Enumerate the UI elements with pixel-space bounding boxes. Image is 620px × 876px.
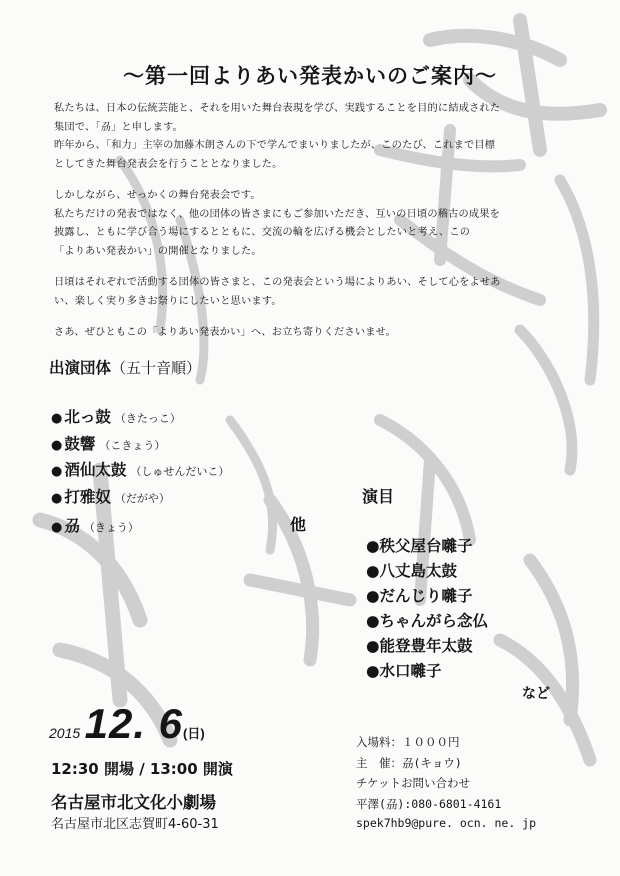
event-venue: 名古屋市北文化小劇場 — [51, 793, 216, 812]
group-item — [51, 458, 229, 485]
intro-line: 「よりあい発表かい」の開催となりました。 — [54, 245, 262, 257]
event-month-day: 12. 6 — [84, 700, 184, 747]
ticket-inquiry-label: チケットお問い合わせ — [356, 776, 470, 790]
bullet-icon: ● — [51, 520, 63, 535]
intro-line: 披露し、ともに学び合う場にするとともに、交流の輪を広げる機会としたいと考え、この — [54, 227, 471, 238]
intro-line: 集団で、「刕」と申します。 — [54, 121, 183, 133]
groups-heading-label: 出演団体 — [49, 359, 112, 377]
program-item: ●ちゃんがら念仏 — [366, 612, 489, 630]
group-name: 鼓響 — [64, 434, 96, 453]
program-item: ●だんじり囃子 — [366, 587, 473, 605]
event-year: 2015 — [49, 725, 81, 741]
group-name: 刕 — [64, 517, 80, 535]
performing-groups-list — [51, 405, 229, 541]
group-reading: （きょう） — [83, 521, 139, 534]
group-reading: （きたっこ） — [114, 412, 181, 425]
bullet-icon: ● — [51, 411, 63, 426]
contact-email: spek7hb9@pure. ocn. ne. jp — [356, 816, 537, 830]
group-reading: （こきょう） — [99, 438, 166, 452]
group-name: 酒仙太鼓 — [64, 461, 127, 479]
admission-fee: 入場料：１０００円 — [356, 735, 460, 749]
group-reading: （だがや） — [114, 491, 170, 505]
organizer: 主 催：刕(キョウ) — [356, 755, 462, 770]
intro-line: としてきた舞台発表会を行うこととなりました。 — [54, 158, 283, 170]
intro-paragraph — [54, 274, 594, 311]
event-date — [49, 700, 205, 748]
group-item — [51, 514, 229, 541]
page-title: 〜第一回よりあい発表かいのご案内〜 — [123, 64, 497, 88]
program-heading: 演目 — [362, 487, 395, 506]
intro-line: 日頃はそれぞれで活動する団体の皆さまと、この発表会という場によりあい、そして心をよせあ — [54, 277, 501, 288]
event-weekday: (日) — [183, 726, 205, 741]
group-item — [51, 405, 229, 432]
program-item: ●水口囃子 — [366, 662, 442, 680]
intro-text — [54, 100, 594, 356]
group-item — [51, 485, 229, 512]
program-item: ●能登豊年太鼓 — [366, 637, 473, 655]
group-item — [51, 432, 229, 459]
bullet-icon: ● — [51, 464, 63, 479]
group-name: 打雅奴 — [64, 487, 111, 506]
intro-line: 私たちは、日本の伝統芸能と、それを用いた舞台表現を学び、実践することを目的に結成された — [54, 103, 501, 114]
event-times: 12:30 開場 / 13:00 開演 — [51, 760, 233, 778]
event-address: 名古屋市北区志賀町4-60-31 — [51, 817, 219, 832]
program-item: ●秩父屋台囃子 — [366, 537, 473, 555]
intro-paragraph — [54, 100, 594, 174]
group-reading: （しゅせんだいこ） — [130, 465, 230, 478]
contact-phone: 平澤(刕):080-6801-4161 — [356, 796, 502, 811]
intro-paragraph — [54, 324, 594, 343]
program-etc-label: など — [522, 686, 550, 702]
intro-line: 昨年から、「和力」主宰の加藤木朗さんの下で学んでまいりましたが、このたび、これまで目標 — [54, 140, 496, 151]
intro-line: しかしながら、せっかくの舞台発表会です。 — [54, 190, 261, 201]
program-item: ●八丈島太鼓 — [366, 562, 458, 580]
intro-paragraph — [54, 187, 594, 261]
intro-line: い、楽しく実り多きお祭りにしたいと思います。 — [54, 295, 282, 307]
groups-other-label: 他 — [290, 515, 307, 534]
event-info — [356, 734, 536, 837]
bullet-icon: ● — [51, 437, 63, 453]
intro-line: さあ、ぜひともこの「よりあい発表かい」へ、お立ち寄りくださいませ。 — [54, 327, 397, 338]
bullet-icon: ● — [51, 490, 63, 506]
groups-heading — [49, 356, 201, 378]
intro-line: 私たちだけの発表ではなく、他の団体の皆さまにもご参加いただき、互いの日頃の稽古の成果を — [54, 208, 501, 220]
groups-heading-note: （五十音順） — [111, 359, 202, 377]
program-list — [366, 534, 488, 684]
group-name: 北っ鼓 — [64, 408, 111, 426]
